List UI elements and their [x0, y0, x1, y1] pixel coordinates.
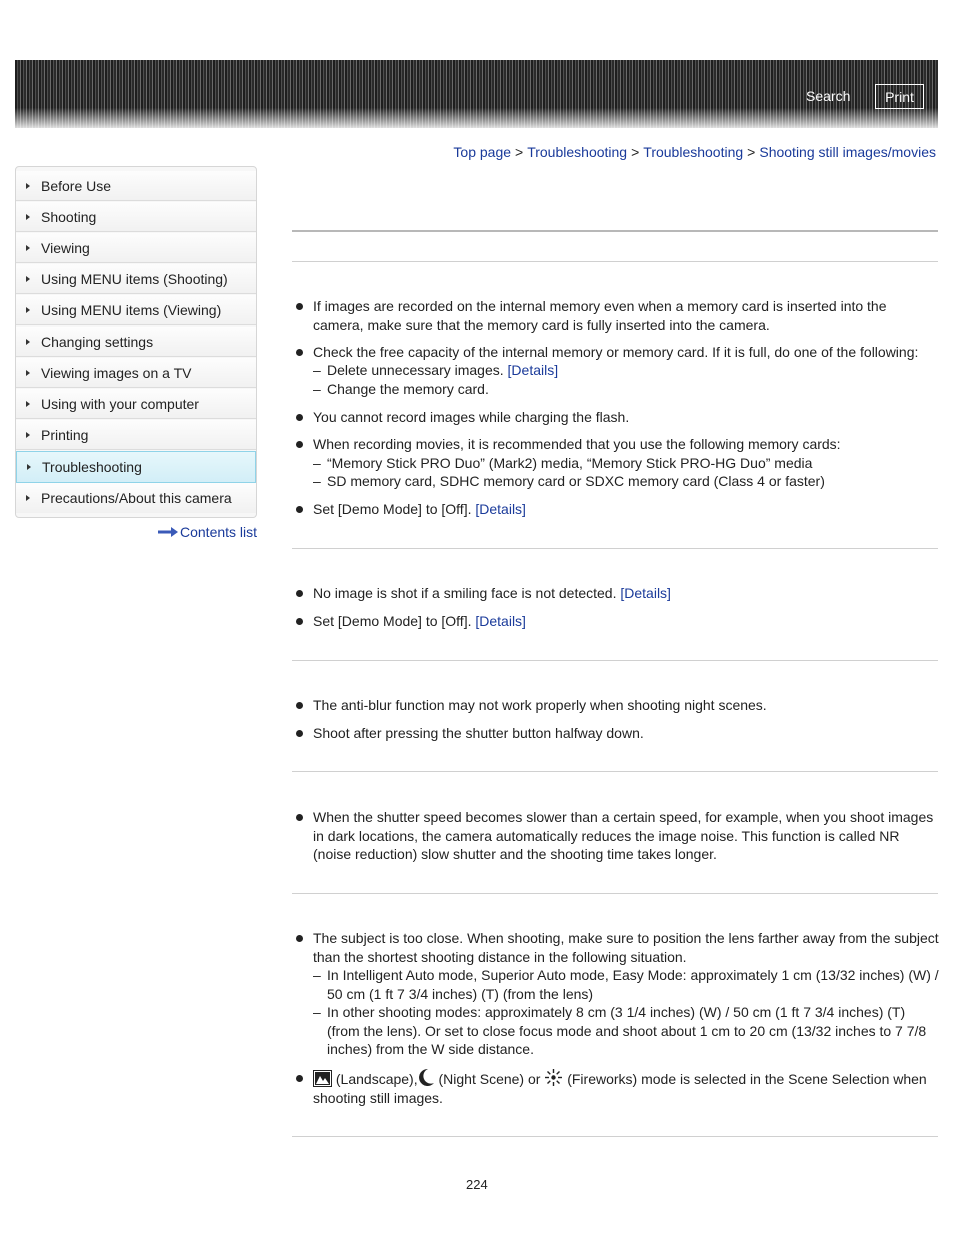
- bullet-icon: [296, 814, 303, 821]
- paragraph: [313, 584, 939, 603]
- breadcrumb-troubleshooting-1[interactable]: Troubleshooting: [527, 144, 628, 160]
- arrow-right-icon: [158, 527, 178, 537]
- dash-icon: –: [313, 455, 321, 471]
- bullet-icon: [296, 618, 303, 625]
- paragraph: [313, 612, 939, 631]
- page-number: 224: [466, 1177, 488, 1192]
- sidebar-item-label: Viewing: [41, 240, 90, 256]
- triangle-right-icon: [26, 495, 30, 501]
- bullet-icon: [296, 702, 303, 709]
- breadcrumb-top-page[interactable]: Top page: [453, 144, 512, 160]
- dash-icon: –: [313, 381, 321, 397]
- print-button[interactable]: Print: [875, 84, 924, 109]
- section-divider: [292, 548, 938, 549]
- sidebar-item-label: Before Use: [41, 178, 112, 194]
- triangle-right-icon: [26, 276, 30, 282]
- sidebar-item-menu-shooting[interactable]: [16, 264, 256, 294]
- paragraph: The subject is too close. When shooting, make sure to position the lens farther away from the subject than the shortest shooting distance in the following situation.: [313, 930, 939, 965]
- bullet-icon: [296, 506, 303, 513]
- bullet-icon: [296, 590, 303, 597]
- triangle-right-icon: [26, 370, 30, 376]
- bullet-icon: [296, 441, 303, 448]
- paragraph: Check the free capacity of the internal memory or memory card. If it is full, do one of the following:: [313, 344, 919, 360]
- triangle-right-icon: [26, 307, 30, 313]
- sidebar-item-troubleshooting[interactable]: [16, 451, 256, 483]
- details-link[interactable]: [Details]: [620, 585, 671, 601]
- triangle-right-icon: [26, 214, 30, 220]
- paragraph-text: Set [Demo Mode] to [Off].: [313, 613, 472, 629]
- sidebar-item-shooting[interactable]: [16, 202, 256, 232]
- breadcrumb-separator: >: [747, 144, 756, 160]
- bullet-icon: [296, 935, 303, 942]
- triangle-right-icon: [26, 183, 30, 189]
- sidebar-item-label: Using with your computer: [41, 396, 199, 412]
- search-link[interactable]: Search: [806, 88, 851, 104]
- sub-item-text: Change the memory card.: [327, 381, 489, 397]
- section-divider: [292, 230, 938, 232]
- triangle-right-icon: [26, 339, 30, 345]
- triangle-right-icon: [26, 432, 30, 438]
- paragraph-text: Set [Demo Mode] to [Off].: [313, 501, 472, 517]
- sidebar-item-viewing-tv[interactable]: [16, 358, 256, 388]
- sub-item-text: In Intelligent Auto mode, Superior Auto mode, Easy Mode: approximately 1 cm (13/32 inches) (W) / 50 cm (1 ft 7 3/4 inches) (T) (from the lens): [327, 967, 939, 1002]
- paragraph-text: (Night Scene) or: [438, 1071, 541, 1087]
- paragraph-text: (Landscape),: [335, 1071, 418, 1087]
- sidebar-item-label: Troubleshooting: [42, 459, 142, 475]
- paragraph: You cannot record images while charging the flash.: [313, 409, 630, 425]
- paragraph: The anti-blur function may not work properly when shooting night scenes.: [313, 697, 767, 713]
- sidebar-item-label: Printing: [41, 427, 89, 443]
- paragraph: [313, 1068, 939, 1108]
- breadcrumb-shooting-still-images[interactable]: Shooting still images/movies: [759, 144, 936, 160]
- sidebar-item-precautions[interactable]: [16, 483, 256, 513]
- details-link[interactable]: [Details]: [507, 362, 559, 378]
- bullet-icon: [296, 1075, 303, 1082]
- section-divider: [292, 893, 938, 894]
- sidebar-item-label: Using MENU items (Shooting): [41, 271, 228, 287]
- night-scene-icon: [418, 1068, 435, 1087]
- paragraph: When the shutter speed becomes slower than a certain speed, for example, when you shoot images in dark locations, the camera automatically reduces the image noise. This function is called NR (noise reduction) slow shutter and the shooting time takes longer.: [313, 809, 934, 862]
- bullet-icon: [296, 730, 303, 737]
- triangle-right-icon: [26, 401, 30, 407]
- bullet-icon: [296, 349, 303, 356]
- breadcrumb-separator: >: [631, 144, 640, 160]
- paragraph-text: (Fireworks) mode is selected in the Scene Selection when shooting still images.: [313, 1071, 927, 1106]
- section-divider: [292, 1136, 938, 1137]
- details-link[interactable]: [Details]: [475, 613, 526, 629]
- section-divider: [292, 660, 938, 661]
- paragraph: [313, 500, 939, 519]
- sidebar-item-changing-settings[interactable]: [16, 327, 256, 357]
- sidebar-nav: [15, 166, 257, 518]
- sidebar-item-viewing[interactable]: [16, 233, 256, 263]
- breadcrumb-troubleshooting-2[interactable]: Troubleshooting: [643, 144, 744, 160]
- contents-list-label: Contents list: [180, 524, 258, 540]
- header-bar: [15, 60, 938, 128]
- paragraph: If images are recorded on the internal memory even when a memory card is inserted into the camera, make sure that the memory card is fully inserted into the camera.: [313, 298, 887, 333]
- sidebar-item-before-use[interactable]: [16, 171, 256, 201]
- paragraph: When recording movies, it is recommended that you use the following memory cards:: [313, 436, 841, 452]
- dash-icon: –: [313, 362, 321, 378]
- dash-icon: –: [313, 1004, 321, 1020]
- sidebar-item-label: Viewing images on a TV: [41, 365, 192, 381]
- breadcrumb: [453, 144, 936, 160]
- dash-icon: –: [313, 967, 321, 983]
- sidebar-item-label: Shooting: [41, 209, 97, 225]
- fireworks-icon: [544, 1068, 563, 1087]
- sub-item-text: “Memory Stick PRO Duo” (Mark2) media, “Memory Stick PRO-HG Duo” media: [327, 455, 813, 471]
- sidebar-item-label: Changing settings: [41, 334, 154, 350]
- paragraph-text: No image is shot if a smiling face is not detected.: [313, 585, 617, 601]
- triangle-right-icon: [27, 464, 31, 470]
- breadcrumb-separator: >: [515, 144, 524, 160]
- sidebar-item-label: Using MENU items (Viewing): [41, 302, 222, 318]
- bullet-icon: [296, 414, 303, 421]
- sidebar-item-computer[interactable]: [16, 389, 256, 419]
- triangle-right-icon: [26, 245, 30, 251]
- sidebar-item-label: Precautions/About this camera: [41, 490, 232, 506]
- sub-item-text: SD memory card, SDHC memory card or SDXC memory card (Class 4 or faster): [327, 473, 825, 489]
- paragraph: Shoot after pressing the shutter button halfway down.: [313, 725, 644, 741]
- sidebar-item-menu-viewing[interactable]: [16, 295, 256, 325]
- landscape-icon: [313, 1070, 332, 1087]
- sub-item-text: In other shooting modes: approximately 8 cm (3 1/4 inches) (W) / 50 cm (1 ft 7 3/4 inches) (T) (from the lens). Or set to close focus mode and shoot about 1 cm to 20 cm (13/32 inches to 7 7/8 inches) from the W side distance.: [327, 1004, 927, 1057]
- bullet-icon: [296, 303, 303, 310]
- dash-icon: –: [313, 473, 321, 489]
- sub-item-text: Delete unnecessary images.: [327, 362, 504, 378]
- sidebar-item-printing[interactable]: [16, 420, 256, 450]
- section-divider: [292, 261, 938, 262]
- section-divider: [292, 771, 938, 772]
- details-link[interactable]: [Details]: [475, 501, 526, 517]
- contents-list-link[interactable]: [158, 524, 257, 540]
